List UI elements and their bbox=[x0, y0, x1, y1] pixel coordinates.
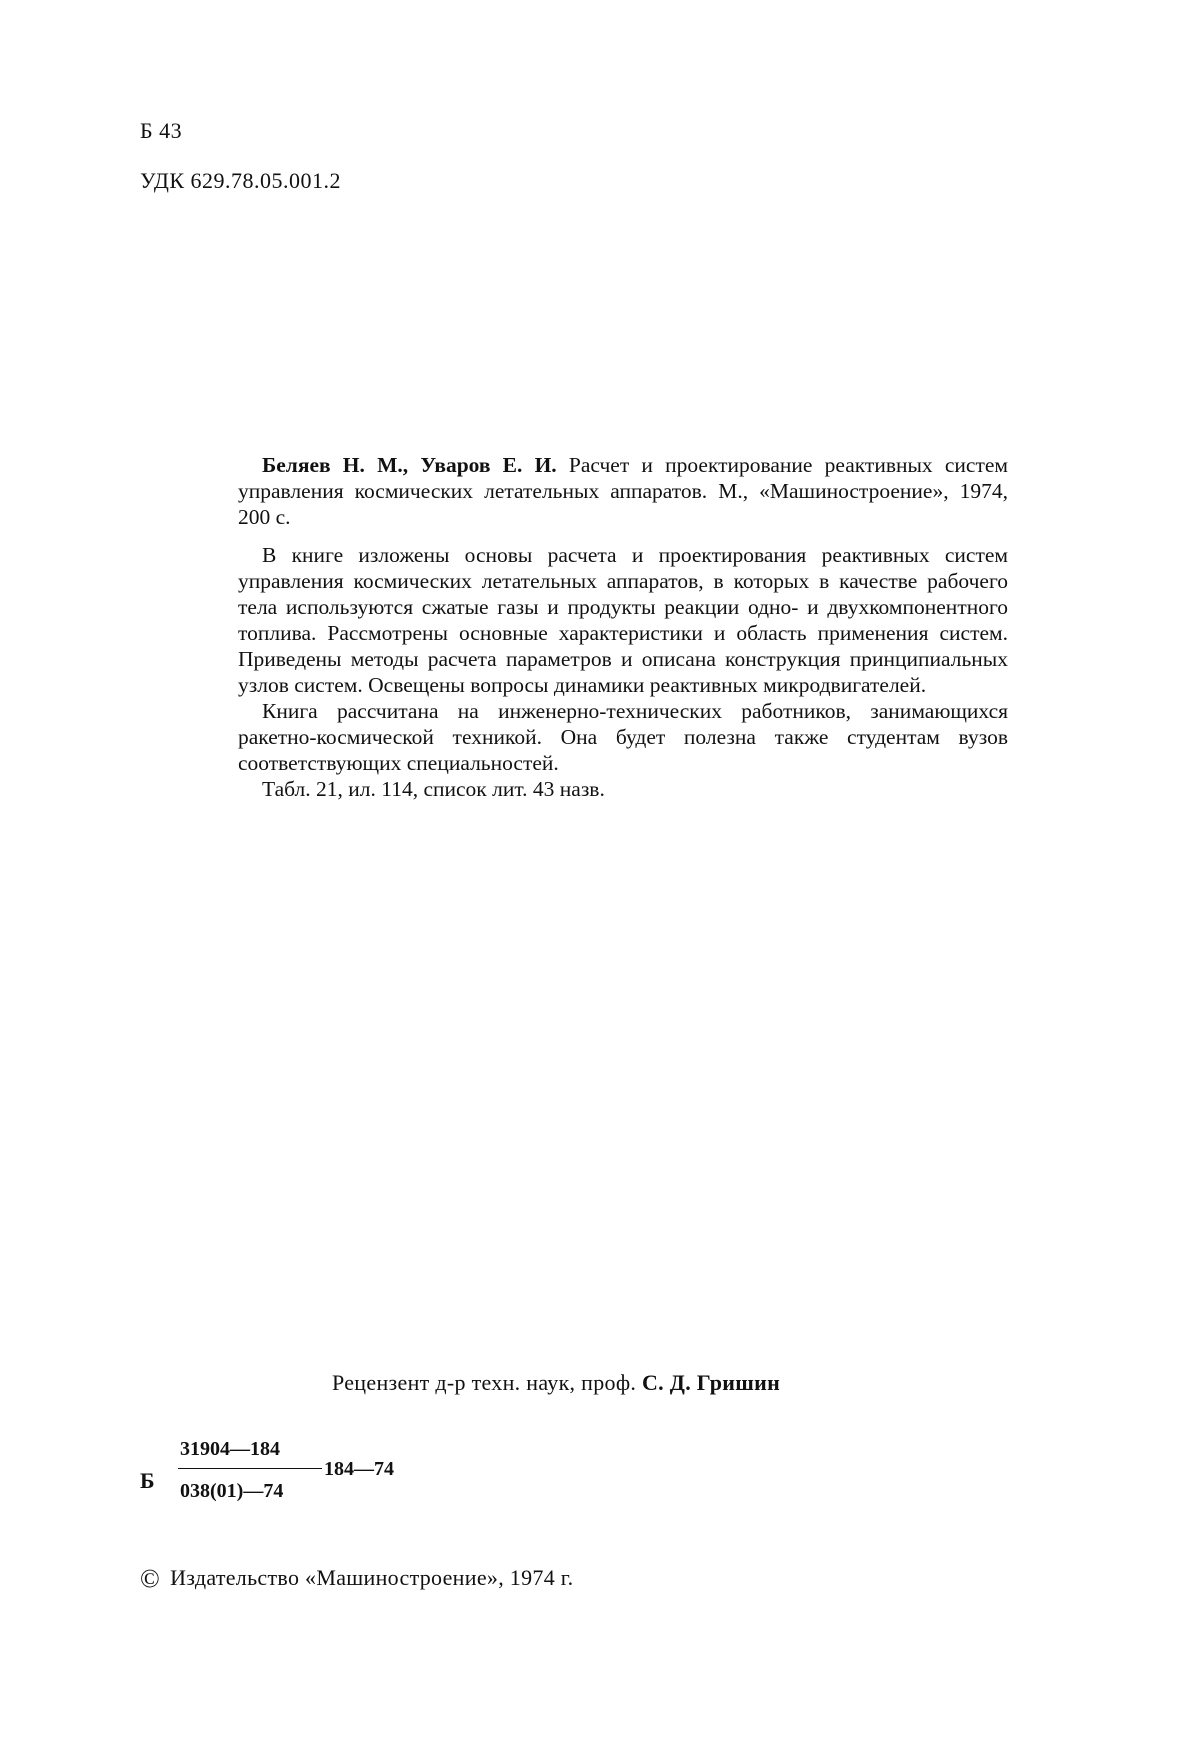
annotation-block bbox=[238, 452, 1008, 802]
bbk-code: Б 43 bbox=[140, 118, 183, 143]
abstract-paragraph: В книге изложены основы расчета и проектирования реактивных систем управления космических летательных аппаратов, в которых в качестве рабочего тела используются сжатые газы и продукты реакции одно- и двухкомпонентного топлива. Рассмотрены основные характеристики и область применения систем. Приведены методы расчета параметров и описана конструкция принципиальных узлов систем. Освещены вопросы динамики реактивных микродвигателей. bbox=[238, 543, 1008, 697]
audience-paragraph: Книга рассчитана на инженерно-технических работников, занимающихся ракетно-космической техникой. Она будет полезна также студентам вузов соответствующих специальностей. bbox=[238, 699, 1008, 775]
copyright-line bbox=[140, 1564, 573, 1594]
copyright-text: Издательство «Машиностроение», 1974 г. bbox=[170, 1565, 574, 1590]
reviewer-name: С. Д. Гришин bbox=[641, 1370, 781, 1395]
copyright-icon: © bbox=[140, 1564, 161, 1593]
reviewer-prefix: Рецензент д-р техн. наук, проф. bbox=[332, 1370, 642, 1395]
reviewer-line bbox=[332, 1370, 780, 1396]
index-right: 184—74 bbox=[324, 1458, 394, 1480]
index-denominator: 038(01)—74 bbox=[180, 1480, 284, 1502]
index-letter: Б bbox=[140, 1468, 155, 1493]
publication-index bbox=[140, 1438, 440, 1528]
index-numerator: 31904—184 bbox=[180, 1438, 280, 1460]
stats-paragraph: Табл. 21, ил. 114, список лит. 43 назв. bbox=[262, 777, 605, 801]
authors: Беляев Н. М., Уваров Е. И. bbox=[262, 453, 557, 477]
bibliographic-record bbox=[238, 452, 1008, 530]
bibliographic-rest: Расчет и проектирование реактивных систем управления космических летательных аппаратов. М., «Машиностроение», 1974, 200 с. bbox=[238, 453, 1009, 529]
udk-code: УДК 629.78.05.001.2 bbox=[140, 168, 342, 193]
fraction-line bbox=[178, 1468, 322, 1469]
